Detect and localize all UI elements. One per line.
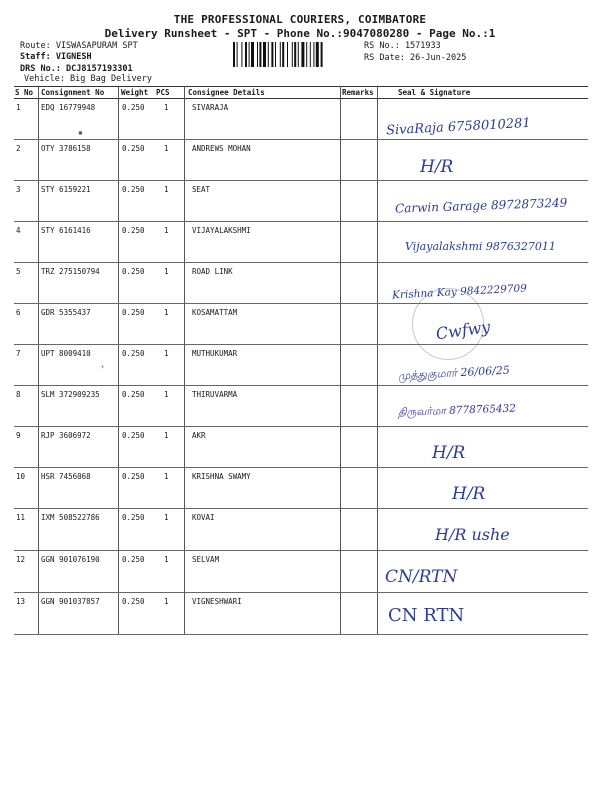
col-header-consignee: Consignee Details bbox=[188, 88, 265, 97]
signature-handwriting: முத்துகுமார் 26/06/25 bbox=[397, 363, 511, 383]
row-sno: 1 bbox=[16, 103, 21, 112]
row-weight: 0.250 bbox=[122, 349, 145, 358]
signature-handwriting: Cwfwy bbox=[434, 316, 492, 344]
row-consignment: EDQ 16779948 bbox=[41, 103, 96, 112]
row-weight: 0.250 bbox=[122, 185, 145, 194]
row-consignment: GDR 5355437 bbox=[41, 308, 91, 317]
col-header-sno: S No bbox=[15, 88, 34, 97]
row-weight: 0.250 bbox=[122, 555, 145, 564]
row-pcs: 1 bbox=[164, 103, 169, 112]
row-pcs: 1 bbox=[164, 390, 169, 399]
row-consignee: KRISHNA SWAMY bbox=[192, 472, 251, 481]
rs-number: RS No.: 1571933 bbox=[364, 41, 441, 51]
staff-label: Staff: VIGNESH bbox=[20, 52, 92, 62]
row-sno: 13 bbox=[16, 597, 26, 606]
row-weight: 0.250 bbox=[122, 226, 145, 235]
row-consignee: VIJAYALAKSHMI bbox=[192, 226, 251, 235]
row-pcs: 1 bbox=[164, 226, 169, 235]
row-weight: 0.250 bbox=[122, 597, 145, 606]
row-consignee: ANDREWS MOHAN bbox=[192, 144, 251, 153]
row-consignee: AKR bbox=[192, 431, 206, 440]
row-pcs: 1 bbox=[164, 555, 169, 564]
row-weight: 0.250 bbox=[122, 513, 145, 522]
row-consignee: SIVARAJA bbox=[192, 103, 229, 112]
row-weight: 0.250 bbox=[122, 103, 145, 112]
company-title: THE PROFESSIONAL COURIERS, COIMBATORE bbox=[173, 13, 427, 26]
row-pcs: 1 bbox=[164, 349, 169, 358]
row-weight: 0.250 bbox=[122, 308, 145, 317]
vehicle-label: Vehicle: Big Bag Delivery bbox=[24, 74, 152, 84]
row-consignment: GGN 901037857 bbox=[41, 597, 100, 606]
row-weight: 0.250 bbox=[122, 267, 145, 276]
row-pcs: 1 bbox=[164, 185, 169, 194]
row-consignee: SEAT bbox=[192, 185, 211, 194]
row-weight: 0.250 bbox=[122, 390, 145, 399]
row-pcs: 1 bbox=[164, 431, 169, 440]
col-header-consignment: Consignment No bbox=[41, 88, 105, 97]
row-sno: 4 bbox=[16, 226, 21, 235]
row-weight: 0.250 bbox=[122, 472, 145, 481]
row-sno: 2 bbox=[16, 144, 21, 153]
row-consignment: GGN 901076190 bbox=[41, 555, 100, 564]
row-consignee: MUTHUKUMAR bbox=[192, 349, 238, 358]
signature-handwriting: Vijayalakshmi 9876327011 bbox=[405, 240, 556, 253]
signature-handwriting: SivaRaja 6758010281 bbox=[385, 115, 531, 139]
signature-handwriting: திருவர்மா 8778765432 bbox=[397, 402, 517, 419]
col-header-weight: Weight bbox=[121, 88, 149, 97]
row-sno: 5 bbox=[16, 267, 21, 276]
row-consignment: SLM 372909235 bbox=[41, 390, 100, 399]
table-top-rule bbox=[14, 86, 588, 87]
row-consignee: THIRUVARMA bbox=[192, 390, 238, 399]
row-consignee: KOSAMATTAM bbox=[192, 308, 238, 317]
col-header-remarks: Remarks bbox=[342, 88, 374, 97]
row-consignment: OTY 3786158 bbox=[41, 144, 91, 153]
drs-label: DRS No.: DCJ8157193301 bbox=[20, 64, 133, 74]
row-consignment: STY 6161416 bbox=[41, 226, 91, 235]
row-consignment: RJP 3606972 bbox=[41, 431, 91, 440]
row-sno: 3 bbox=[16, 185, 21, 194]
row-sno: 7 bbox=[16, 349, 21, 358]
row-divider bbox=[14, 634, 588, 635]
col-header-seal: Seal & Signature bbox=[398, 88, 471, 97]
row-pcs: 1 bbox=[164, 597, 169, 606]
row-consignee: SELVAM bbox=[192, 555, 220, 564]
stray-mark: ▪ bbox=[78, 128, 83, 137]
col-header-pcs: PCS bbox=[156, 88, 170, 97]
row-consignment: HSR 7456068 bbox=[41, 472, 91, 481]
signature-handwriting: CN RTN bbox=[388, 605, 465, 626]
row-consignee: KOVAI bbox=[192, 513, 215, 522]
runsheet-subtitle: Delivery Runsheet - SPT - Phone No.:9047080280 - Page No.:1 bbox=[104, 27, 496, 40]
stray-mark: › bbox=[100, 362, 105, 371]
signature-handwriting: CN/RTN bbox=[385, 567, 458, 587]
row-pcs: 1 bbox=[164, 513, 169, 522]
row-consignment: STY 6159221 bbox=[41, 185, 91, 194]
row-sno: 6 bbox=[16, 308, 21, 317]
row-sno: 8 bbox=[16, 390, 21, 399]
row-pcs: 1 bbox=[164, 144, 169, 153]
signature-handwriting: H/R bbox=[420, 157, 454, 177]
signature-handwriting: H/R bbox=[432, 443, 466, 463]
route-label: Route: VISWASAPURAM SPT bbox=[20, 41, 138, 51]
signature-handwriting: H/R ushe bbox=[435, 525, 510, 544]
barcode-image bbox=[233, 42, 351, 67]
row-sno: 12 bbox=[16, 555, 26, 564]
row-consignment: IXM 508522786 bbox=[41, 513, 100, 522]
row-pcs: 1 bbox=[164, 472, 169, 481]
rs-date: RS Date: 26-Jun-2025 bbox=[364, 53, 467, 63]
row-consignment: UPT 8009410 bbox=[41, 349, 91, 358]
row-weight: 0.250 bbox=[122, 144, 145, 153]
row-consignee: ROAD LINK bbox=[192, 267, 233, 276]
row-sno: 9 bbox=[16, 431, 21, 440]
row-pcs: 1 bbox=[164, 308, 169, 317]
signature-handwriting: H/R bbox=[452, 484, 486, 504]
row-weight: 0.250 bbox=[122, 431, 145, 440]
row-sno: 10 bbox=[16, 472, 26, 481]
signature-handwriting: Krishna Kay 9842229709 bbox=[391, 282, 528, 302]
row-pcs: 1 bbox=[164, 267, 169, 276]
row-consignee: VIGNESHWARI bbox=[192, 597, 242, 606]
signature-handwriting: Carwin Garage 8972873249 bbox=[394, 195, 568, 216]
row-consignment: TRZ 275150794 bbox=[41, 267, 100, 276]
row-sno: 11 bbox=[16, 513, 26, 522]
